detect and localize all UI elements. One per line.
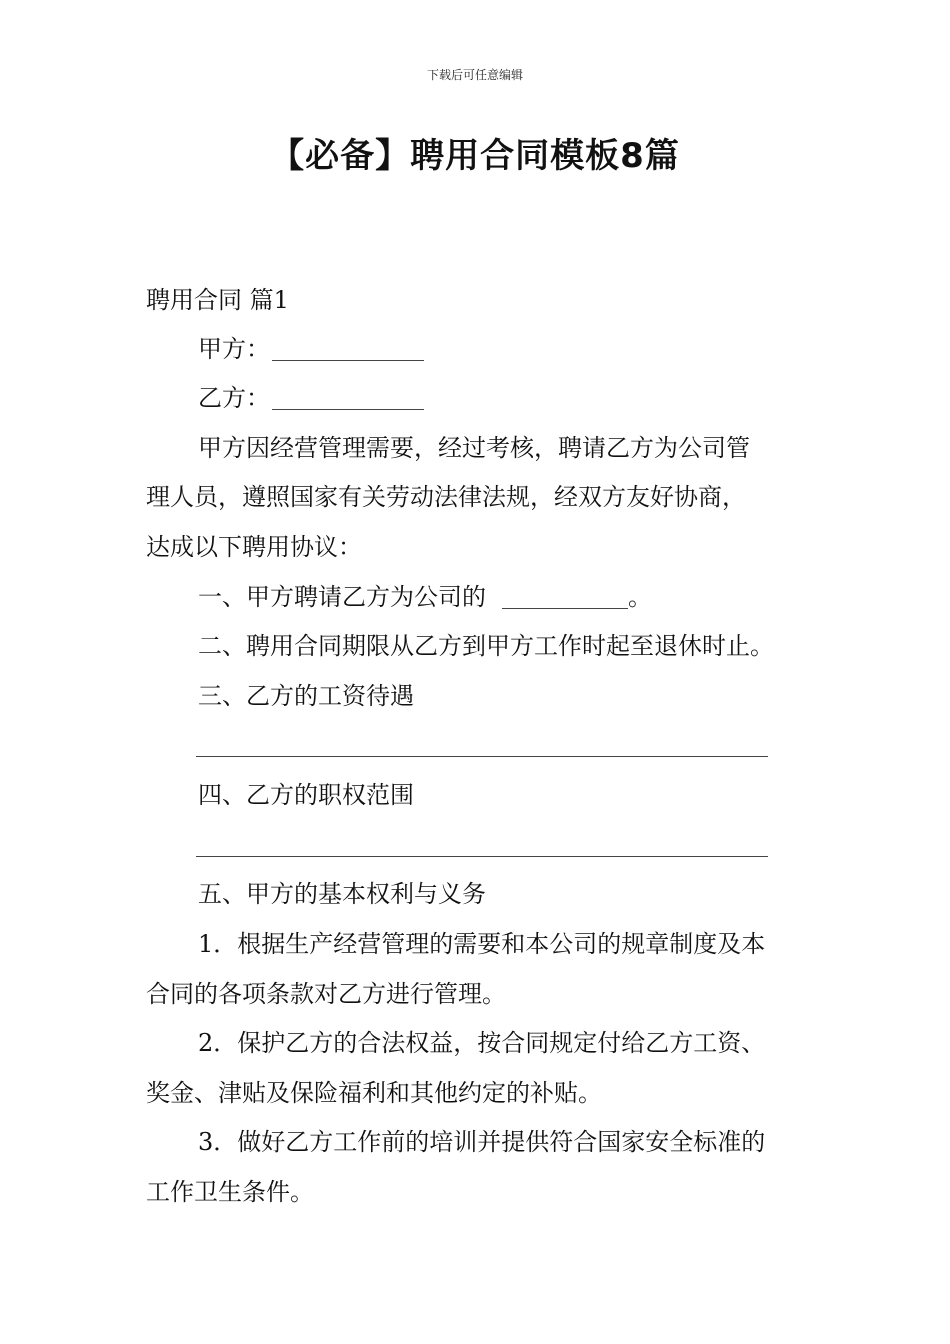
intro-paragraph-line: 达成以下聘用协议：: [146, 533, 362, 561]
item-1-line: 合同的各项条款对乙方进行管理。: [146, 980, 506, 1008]
clause-4: 四、乙方的职权范围: [198, 781, 414, 809]
party-b-label: 乙方：: [198, 384, 270, 412]
clause-3: 三、乙方的工资待遇: [198, 682, 414, 710]
section-heading: 聘用合同 篇1: [146, 286, 289, 314]
document-body: [146, 0, 812, 1344]
clause-1-suffix: 。: [628, 583, 652, 611]
item-1-line: 1．根据生产经营管理的需要和本公司的规章制度及本: [198, 930, 766, 958]
clause-1-blank: [502, 608, 628, 609]
item-2-line: 奖金、津贴及保险福利和其他约定的补贴。: [146, 1079, 602, 1107]
document-title: 【必备】聘用合同模板8篇: [270, 136, 680, 176]
intro-paragraph-line: 理人员，遵照国家有关劳动法律法规，经双方友好协商，: [146, 483, 746, 511]
item-3-line: 3．做好乙方工作前的培训并提供符合国家安全标准的: [198, 1128, 766, 1156]
intro-paragraph-line: 甲方因经营管理需要，经过考核，聘请乙方为公司管: [198, 434, 750, 462]
clause-1-prefix: 一、甲方聘请乙方为公司的: [198, 583, 486, 611]
item-2-line: 2．保护乙方的合法权益，按合同规定付给乙方工资、: [198, 1029, 766, 1057]
clause-4-blank: [196, 856, 768, 857]
header-note: 下载后可任意编辑: [426, 68, 523, 82]
party-a-label: 甲方：: [198, 335, 270, 363]
item-3-line: 工作卫生条件。: [146, 1178, 314, 1206]
clause-5: 五、甲方的基本权利与义务: [198, 880, 486, 908]
clause-2: 二、聘用合同期限从乙方到甲方工作时起至退休时止。: [198, 632, 774, 660]
clause-3-blank: [196, 756, 768, 757]
party-a-blank: [272, 360, 424, 361]
party-b-blank: [272, 409, 424, 410]
